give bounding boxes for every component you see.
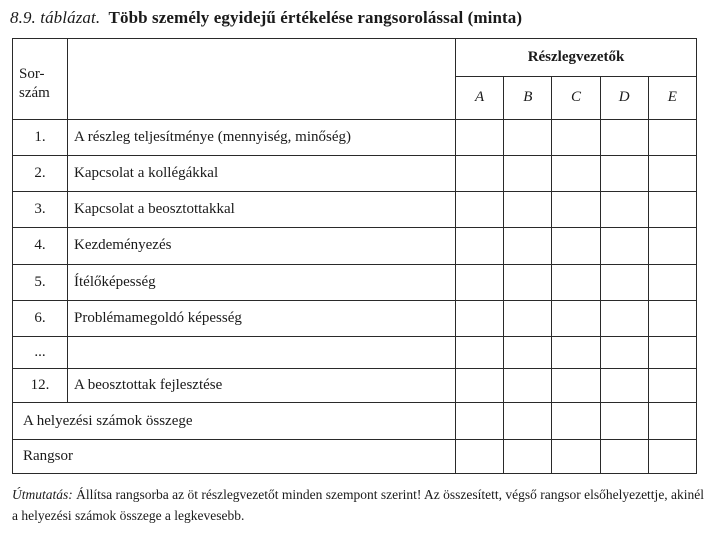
rank-cell-d[interactable] — [600, 155, 648, 191]
note-text: Állítsa rangsorba az öt részlegvezetőt minden szempont szerint! Az összesített, végső rangsor elsőhelyezettje, akinél a helyezési számok összege a legkevesebb. — [12, 487, 705, 523]
table-row — [13, 264, 697, 300]
rank-cell-d[interactable] — [600, 228, 648, 264]
row-number-header-line1: Sor- — [19, 66, 45, 82]
rank-cell-a[interactable] — [456, 192, 504, 228]
rank-cell-e[interactable] — [648, 155, 696, 191]
sum-cell-c[interactable] — [552, 403, 600, 439]
manager-header-a: A — [456, 77, 504, 119]
rank-cell-e[interactable] — [648, 119, 696, 155]
rank-cell-d[interactable] — [600, 119, 648, 155]
rank-cell-c[interactable] — [552, 300, 600, 336]
caption-title: Több személy egyidejű értékelése rangsorolással (minta) — [108, 8, 523, 27]
rank-cell-d[interactable] — [600, 300, 648, 336]
final-rank-cell-d[interactable] — [600, 439, 648, 473]
row-number: 4. — [13, 228, 68, 264]
criterion-cell: Ítélőképesség — [68, 264, 456, 300]
rank-cell-d[interactable] — [600, 192, 648, 228]
rank-cell-c[interactable] — [552, 119, 600, 155]
rank-cell-c[interactable] — [552, 369, 600, 403]
rank-cell-e[interactable] — [648, 192, 696, 228]
rank-cell-c[interactable] — [552, 264, 600, 300]
rank-cell-b[interactable] — [504, 337, 552, 369]
rank-cell-d[interactable] — [600, 264, 648, 300]
criterion-cell: A részleg teljesítménye (mennyiség, minőség) — [68, 119, 456, 155]
rank-cell-a[interactable] — [456, 119, 504, 155]
final-rank-cell-b[interactable] — [504, 439, 552, 473]
table-row — [13, 192, 697, 228]
row-number: 3. — [13, 192, 68, 228]
table-row — [13, 228, 697, 264]
criterion-cell: Problémamegoldó képesség — [68, 300, 456, 336]
header-row-1 — [13, 39, 697, 77]
rank-cell-e[interactable] — [648, 369, 696, 403]
rank-cell-b[interactable] — [504, 369, 552, 403]
row-number: 5. — [13, 264, 68, 300]
managers-group-header: Részlegvezetők — [456, 39, 697, 77]
table-row — [13, 337, 697, 369]
rank-cell-c[interactable] — [552, 192, 600, 228]
manager-header-e: E — [648, 77, 696, 119]
rank-cell-d[interactable] — [600, 369, 648, 403]
row-number: 6. — [13, 300, 68, 336]
criterion-cell: A beosztottak fejlesztése — [68, 369, 456, 403]
rank-cell-d[interactable] — [600, 337, 648, 369]
criterion-cell: Kezdeményezés — [68, 228, 456, 264]
rank-cell-b[interactable] — [504, 192, 552, 228]
sum-cell-b[interactable] — [504, 403, 552, 439]
row-number: 2. — [13, 155, 68, 191]
row-number: ... — [13, 337, 68, 369]
rank-cell-b[interactable] — [504, 228, 552, 264]
rank-cell-b[interactable] — [504, 264, 552, 300]
final-rank-cell-a[interactable] — [456, 439, 504, 473]
row-number-header — [13, 39, 68, 120]
manager-header-d: D — [600, 77, 648, 119]
table-row — [13, 300, 697, 336]
rank-cell-c[interactable] — [552, 228, 600, 264]
instruction-note — [12, 484, 712, 526]
criterion-cell — [68, 337, 456, 369]
rank-cell-e[interactable] — [648, 300, 696, 336]
rank-cell-a[interactable] — [456, 337, 504, 369]
row-number-header-line2: szám — [19, 85, 50, 101]
rank-cell-c[interactable] — [552, 337, 600, 369]
row-number: 12. — [13, 369, 68, 403]
sum-row — [13, 403, 697, 439]
note-label: Útmutatás: — [12, 487, 73, 502]
rank-cell-a[interactable] — [456, 155, 504, 191]
table-caption — [10, 8, 522, 28]
sum-label: A helyezési számok összege — [13, 403, 456, 439]
manager-header-c: C — [552, 77, 600, 119]
criterion-cell: Kapcsolat a kollégákkal — [68, 155, 456, 191]
rank-cell-e[interactable] — [648, 228, 696, 264]
rank-cell-c[interactable] — [552, 155, 600, 191]
final-rank-cell-e[interactable] — [648, 439, 696, 473]
caption-number: 8.9. táblázat. — [10, 8, 101, 27]
rank-cell-a[interactable] — [456, 369, 504, 403]
rank-label: Rangsor — [13, 439, 456, 473]
criterion-cell: Kapcsolat a beosztottakkal — [68, 192, 456, 228]
rank-cell-e[interactable] — [648, 337, 696, 369]
rank-cell-e[interactable] — [648, 264, 696, 300]
rank-row — [13, 439, 697, 473]
sum-cell-e[interactable] — [648, 403, 696, 439]
rank-cell-a[interactable] — [456, 300, 504, 336]
rank-cell-a[interactable] — [456, 264, 504, 300]
criterion-header — [68, 39, 456, 120]
evaluation-table — [12, 38, 697, 474]
rank-cell-a[interactable] — [456, 228, 504, 264]
row-number: 1. — [13, 119, 68, 155]
rank-cell-b[interactable] — [504, 300, 552, 336]
manager-header-b: B — [504, 77, 552, 119]
rank-cell-b[interactable] — [504, 155, 552, 191]
table-row — [13, 369, 697, 403]
sum-cell-a[interactable] — [456, 403, 504, 439]
table-row — [13, 155, 697, 191]
sum-cell-d[interactable] — [600, 403, 648, 439]
table-row — [13, 119, 697, 155]
final-rank-cell-c[interactable] — [552, 439, 600, 473]
rank-cell-b[interactable] — [504, 119, 552, 155]
